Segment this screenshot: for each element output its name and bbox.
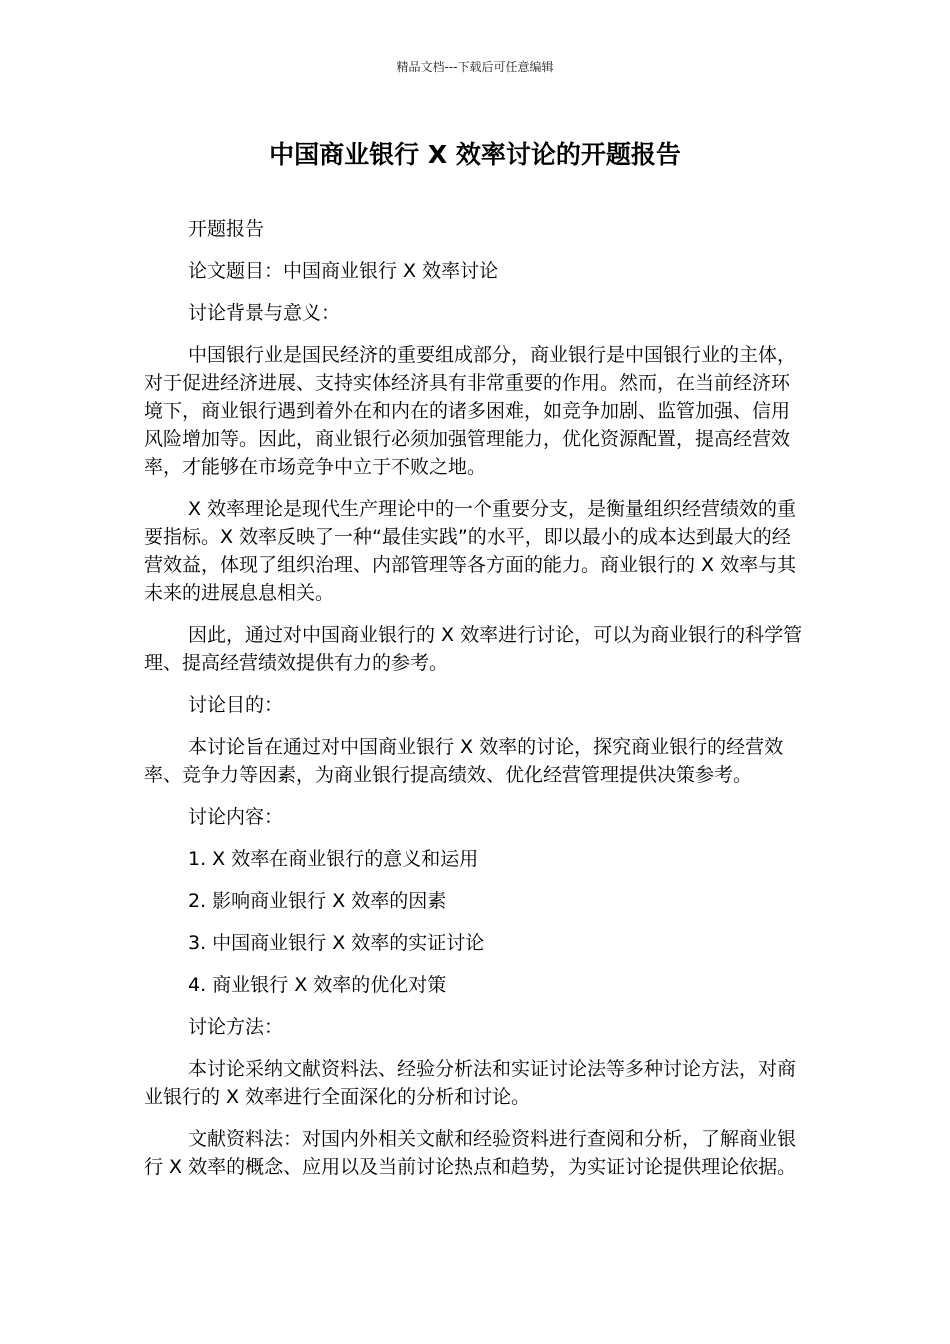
paragraph-literature-method: 文献资料法：对国内外相关文献和经验资料进行查阅和分析，了解商业银行 X 效率的概念、应用以及当前讨论热点和趋势，为实证讨论提供理论依据。 bbox=[144, 1128, 797, 1178]
heading-method: 讨论方法： bbox=[188, 1016, 284, 1038]
document-title: 中国商业银行 X 效率讨论的开题报告 bbox=[269, 140, 681, 169]
header-note: 精品文档---下载后可任意编辑 bbox=[396, 60, 554, 74]
paragraph-purpose: 本讨论旨在通过对中国商业银行 X 效率的讨论，探究商业银行的经营效率、竞争力等因素，为商业银行提高绩效、优化经营管理提供决策参考。 bbox=[144, 736, 784, 786]
list-item-content-2: 2. 影响商业银行 X 效率的因素 bbox=[188, 890, 447, 912]
paragraph-background-2: X 效率理论是现代生产理论中的一个重要分支，是衡量组织经营绩效的重要指标。X 效率反映了一种“最佳实践”的水平，即以最小的成本达到最大的经营效益，体现了组织治理、内部管理等各方面的能力。商业银行的 X 效率与其未来的进展息息相关。 bbox=[144, 498, 797, 604]
paragraph-report-label: 开题报告 bbox=[188, 218, 265, 240]
paragraph-method: 本讨论采纳文献资料法、经验分析法和实证讨论法等多种讨论方法，对商业银行的 X 效率进行全面深化的分析和讨论。 bbox=[144, 1058, 797, 1108]
heading-purpose: 讨论目的： bbox=[188, 694, 284, 716]
paragraph-thesis-title: 论文题目：中国商业银行 X 效率讨论 bbox=[188, 260, 499, 282]
heading-background: 讨论背景与意义： bbox=[188, 302, 341, 324]
list-item-content-1: 1. X 效率在商业银行的意义和运用 bbox=[188, 848, 479, 870]
paragraph-background-1: 中国银行业是国民经济的重要组成部分，商业银行是中国银行业的主体，对于促进经济进展、支持实体经济具有非常重要的作用。然而，在当前经济环境下，商业银行遇到着外在和内在的诸多困难，如竞争加剧、监管加强、信用风险增加等。因此，商业银行必须加强管理能力，优化资源配置，提高经营效率，才能够在市场竞争中立于不败之地。 bbox=[144, 344, 797, 478]
list-item-content-3: 3. 中国商业银行 X 效率的实证讨论 bbox=[188, 932, 485, 954]
document-body bbox=[144, 215, 806, 1195]
paragraph-background-3: 因此，通过对中国商业银行的 X 效率进行讨论，可以为商业银行的科学管理、提高经营绩效提供有力的参考。 bbox=[144, 624, 803, 674]
list-item-content-4: 4. 商业银行 X 效率的优化对策 bbox=[188, 974, 447, 996]
heading-content: 讨论内容： bbox=[188, 806, 284, 828]
